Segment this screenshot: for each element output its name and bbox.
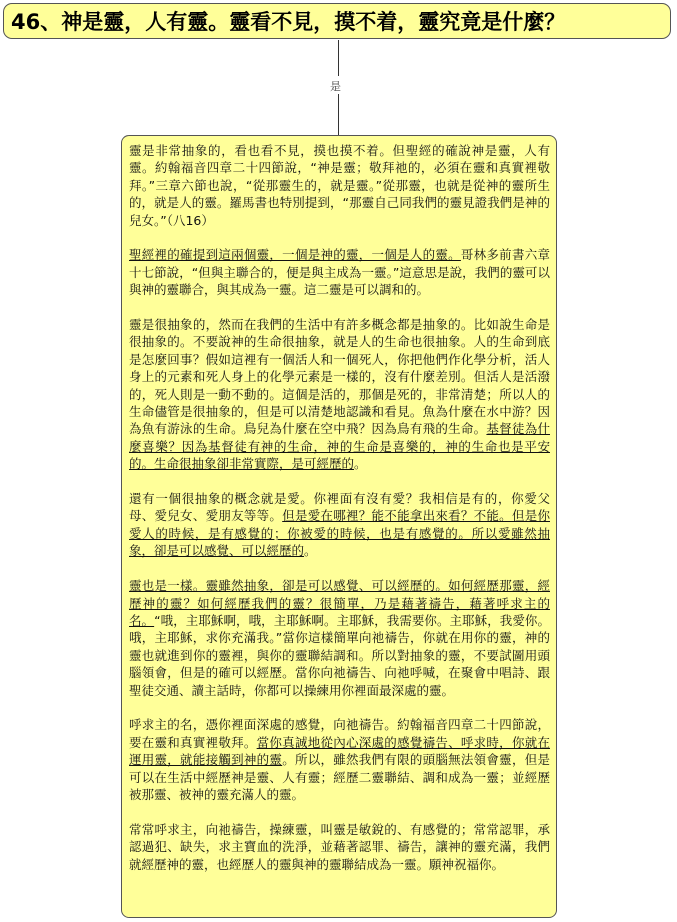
paragraph-text: 靈是非常抽象的，看也看不見，摸也摸不着。但聖經的確說神是靈，人有靈。約翰福音四章二十四節說，“神是靈；敬拜祂的，必須在靈和真實裡敬拜。”三章六節也說，“從那靈生的，就是靈。”從那靈，也就是從神的靈所生的，就是人的靈。羅馬書也特別提到，“那靈自己同我們的靈見證我們是神的兒女。”（八16） <box>129 143 550 228</box>
underlined-text: 基督徒為什麼喜樂？因為基督徒有神的生命，神的生命是喜樂的，神的生命也是平安的。生命很抽象卻非常實際，是可經歷的 <box>129 421 550 472</box>
underlined-text: 聖經裡的確提到這兩個靈，一個是神的靈，一個是人的靈。 <box>129 247 461 263</box>
underlined-text: 當你真誠地從內心深處的感覺禱告、呼求時，你就在運用靈，就能接觸到神的靈 <box>129 734 550 768</box>
paragraph-text: 哥林多前書六章十七節說，“但與主聯合的，便是與主成為一靈。”這意思是說，我們的靈可以與神的靈聯合，與其成為一靈。這二靈是可以調和的。 <box>129 247 550 298</box>
answer-paragraph <box>129 246 550 298</box>
paragraph-text: 。 <box>354 456 367 472</box>
paragraph-text: 還有一個很抽象的概念就是愛。你裡面有沒有愛？我相信是有的，你愛父母、愛兒女、愛朋友等等。 <box>129 491 550 524</box>
question-title-node[interactable] <box>3 3 671 39</box>
paragraph-text: 呼求主的名，憑你裡面深處的感覺，向祂禱告。約翰福音四章二十四節說，要在靈和真實裡敬拜。 <box>129 717 550 750</box>
answer-paragraph <box>129 821 550 873</box>
answer-paragraph <box>129 577 550 699</box>
answer-paragraph <box>129 142 550 229</box>
connector-label: 是 <box>330 80 341 93</box>
underlined-text: 但是愛在哪裡？能不能拿出來看？不能。但是你愛人的時候，是有感覺的；你被愛的時候，也是有感覺的。所以愛雖然抽象，卻是可以感覺、可以經歷的 <box>129 508 550 559</box>
answer-paragraph <box>129 316 550 473</box>
paragraph-text: 靈是很抽象的，然而在我們的生活中有許多概念都是抽象的。比如說生命是很抽象的。不要說神的生命很抽象，就是人的生命也很抽象。人的生命到底是怎麼回事？假如這裡有一個活人和一個死人，你把他們作化學分析，活人身上的元素和死人身上的化學元素是一樣的，沒有什麼差別。但活人是活潑的，死人則是一動不動的。這個是活的，那個是死的，非常清楚；所以人的生命儘管是很抽象的，但是可以清楚地認識和看見。魚為什麼在水中游？因為魚有游泳的生命。鳥兒為什麼在空中飛？因為鳥有飛的生命。 <box>129 317 550 437</box>
answer-paragraph <box>129 716 550 803</box>
connector-line-bottom <box>338 94 339 135</box>
paragraph-text: 常常呼求主，向祂禱告，操練靈，叫靈是敏銳的、有感覺的；常常認罪，承認過犯、缺失，求主寶血的洗淨，並藉著認罪、禱告，讓神的靈充滿，我們就經歷神的靈，也經歷人的靈與神的靈聯結成為一靈。願神祝福你。 <box>129 821 550 872</box>
underlined-text: 靈也是一樣。靈雖然抽象，卻是可以感覺、可以經歷的。如何經歷那靈，經歷神的靈？如何經歷我們的靈？很簡單，乃是藉著禱告，藉著呼求主的名。 <box>129 578 550 628</box>
paragraph-text: 。所以，雖然我們有限的頭腦無法領會靈，但是可以在生活中經歷神是靈、人有靈；經歷二靈聯結、調和成為一靈；並經歷被那靈、被神的靈充滿人的靈。 <box>129 752 550 802</box>
paragraph-text: 。 <box>304 543 317 559</box>
answer-paragraph <box>129 490 550 560</box>
answer-content-node[interactable] <box>121 135 557 918</box>
question-title-text: 46、神是靈，人有靈。靈看不見，摸不着，靈究竟是什麼？ <box>11 10 566 34</box>
connector-line-top <box>338 40 339 76</box>
paragraph-text: “哦，主耶穌啊，哦，主耶穌啊。主耶穌，我需要你。主耶穌，我愛你。哦，主耶穌，求你充滿我。”當你這樣簡單向祂禱告，你就在用你的靈，神的靈也就進到你的靈裡，與你的靈聯結調和。所以對抽象的靈，不要試圖用頭腦領會，但是的確可以經歷。當你向祂禱告、向祂呼喊，在聚會中唱詩、跟聖徒交通、讀主話時，你都可以操練用你裡面最深處的靈。 <box>129 612 550 698</box>
